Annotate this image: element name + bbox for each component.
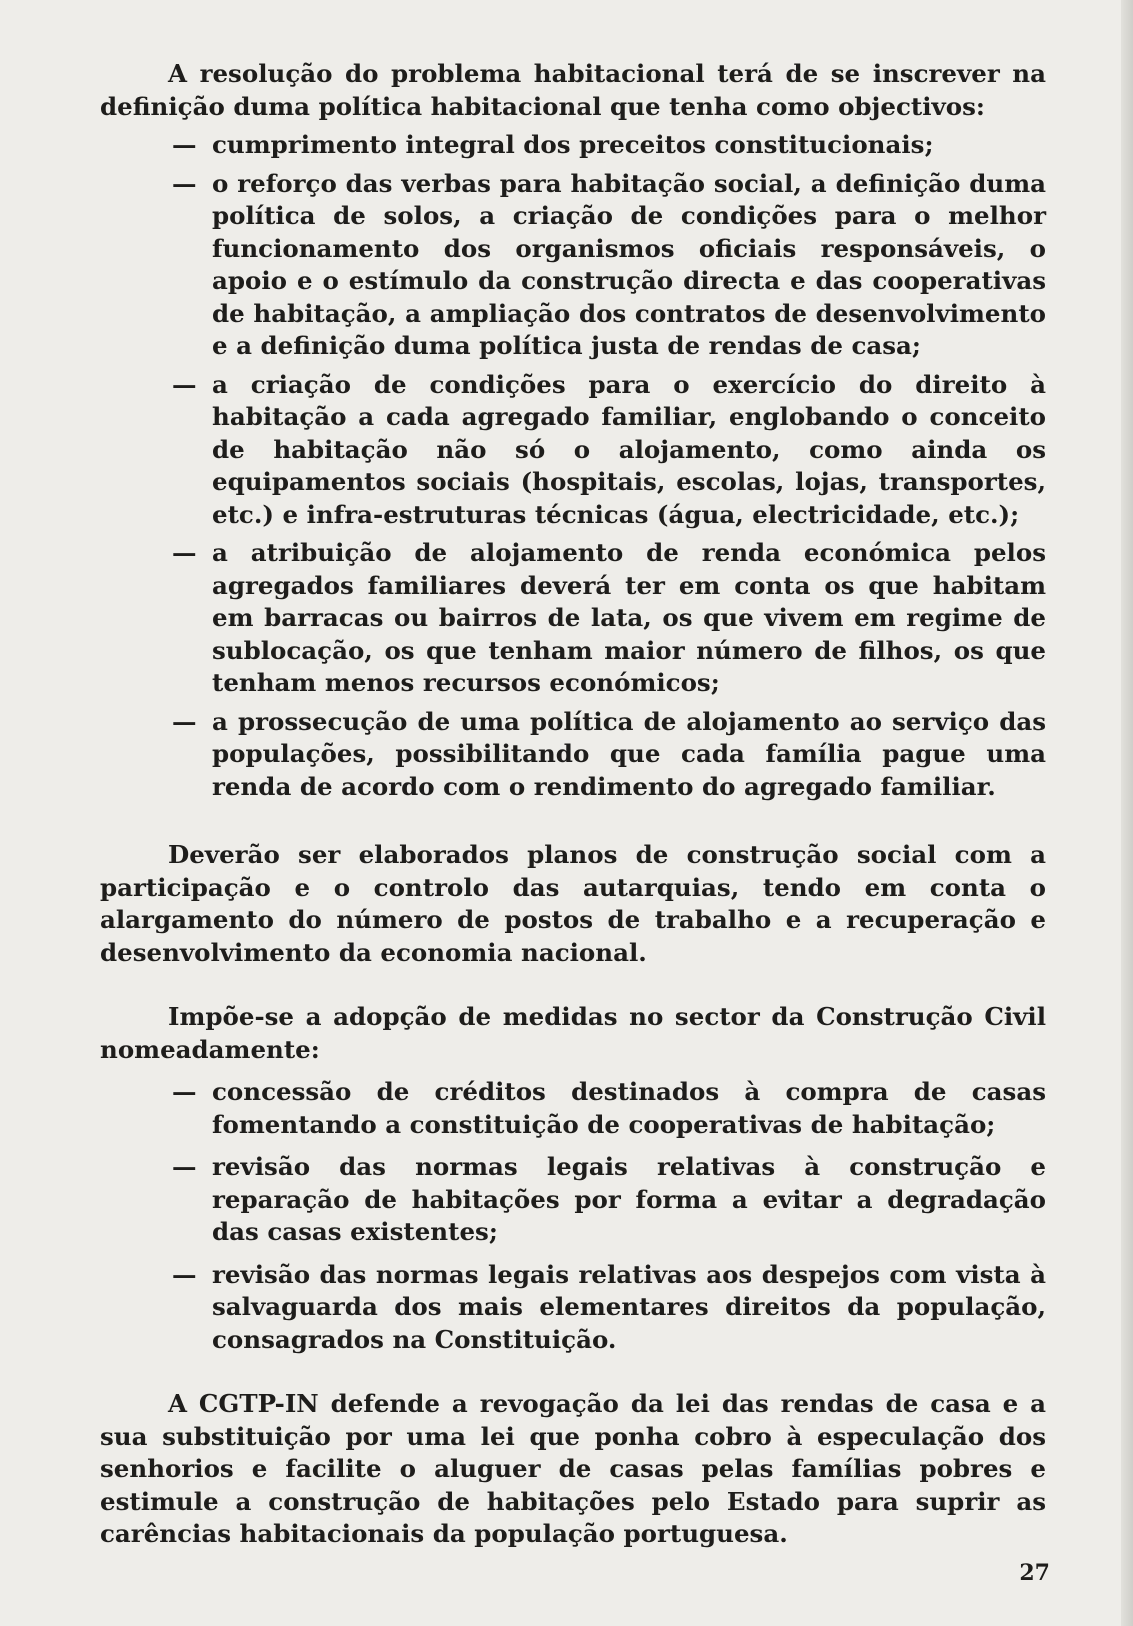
page-number: 27 xyxy=(1019,1560,1050,1586)
dash-marker: — xyxy=(172,168,197,198)
measure-item xyxy=(100,1259,1046,1357)
measures-list xyxy=(100,1076,1046,1356)
planning-paragraph: Deverão ser elaborados planos de construção social com a participação e o controlo das autarquias, tendo em conta o alargamento do número de postos de trabalho e a recuperação e desenvolvimento da economia nacional. xyxy=(100,840,1046,967)
dash-marker: — xyxy=(172,1077,197,1106)
measures-intro: Impõe-se a adopção de medidas no sector da Construção Civil nomeadamente: xyxy=(100,1002,1046,1064)
objective-text: o reforço das verbas para habitação social, a definição duma política de solos, a criação de condições para o melhor funcionamento dos organismos oficiais responsáveis, o apoio e o estímulo da construção directa e das cooperativas de habitação, a ampliação dos contratos de desenvolvimento e a definição duma política justa de rendas de casa; xyxy=(212,168,1046,360)
objective-item xyxy=(100,369,1046,532)
dash-marker: — xyxy=(172,538,197,567)
page-body xyxy=(100,58,1046,1551)
dash-marker: — xyxy=(172,1259,197,1289)
objective-text: a atribuição de alojamento de renda económica pelos agregados familiares deverá ter em conta os que habitam em barracas ou bairros de lata, os que vivem em regime de sublocação, os que tenham maior número de filhos, os que tenham menos recursos económicos; xyxy=(212,538,1046,697)
intro-paragraph: A resolução do problema habitacional terá de se inscrever na definição duma política habitacional que tenha como objectivos: xyxy=(100,59,1046,121)
dash-marker: — xyxy=(172,369,197,399)
dash-marker: — xyxy=(172,130,197,159)
objective-item xyxy=(100,706,1046,804)
objective-item xyxy=(100,168,1046,363)
objective-item xyxy=(100,537,1046,700)
measure-item xyxy=(100,1151,1046,1249)
measure-text: concessão de créditos destinados à compra de casas fomentando a constituição de cooperativas de habitação; xyxy=(212,1077,1046,1139)
objective-text: cumprimento integral dos preceitos constitucionais; xyxy=(212,130,934,159)
measure-text: revisão das normas legais relativas aos despejos com vista à salvaguarda dos mais elementares direitos da população, consagrados na Constituição. xyxy=(212,1259,1046,1354)
page-edge xyxy=(1121,0,1133,1626)
measure-text: revisão das normas legais relativas à construção e reparação de habitações por forma a evitar a degradação das casas existentes; xyxy=(212,1152,1046,1246)
objective-item xyxy=(100,129,1046,162)
measure-item xyxy=(100,1076,1046,1141)
closing-paragraph: A CGTP-IN defende a revogação da lei das rendas de casa e a sua substituição por uma lei que ponha cobro à especulação dos senhorios e facilite o aluguer de casas pelas famílias pobres e estimule a construção de habitações pelo Estado para suprir as carências habitacionais da população portuguesa. xyxy=(100,1389,1046,1548)
objective-text: a prossecução de uma política de alojamento ao serviço das populações, possibilitando que cada família pague uma renda de acordo com o rendimento do agregado familiar. xyxy=(212,706,1046,801)
objectives-list xyxy=(100,129,1046,803)
dash-marker: — xyxy=(172,706,197,736)
dash-marker: — xyxy=(172,1152,197,1181)
objective-text: a criação de condições para o exercício do direito à habitação a cada agregado familiar, englobando o conceito de habitação não só o alojamento, como ainda os equipamentos sociais (hospitais, escolas, lojas, transportes, etc.) e infra-estruturas técnicas (água, electricidade, etc.); xyxy=(212,369,1046,529)
